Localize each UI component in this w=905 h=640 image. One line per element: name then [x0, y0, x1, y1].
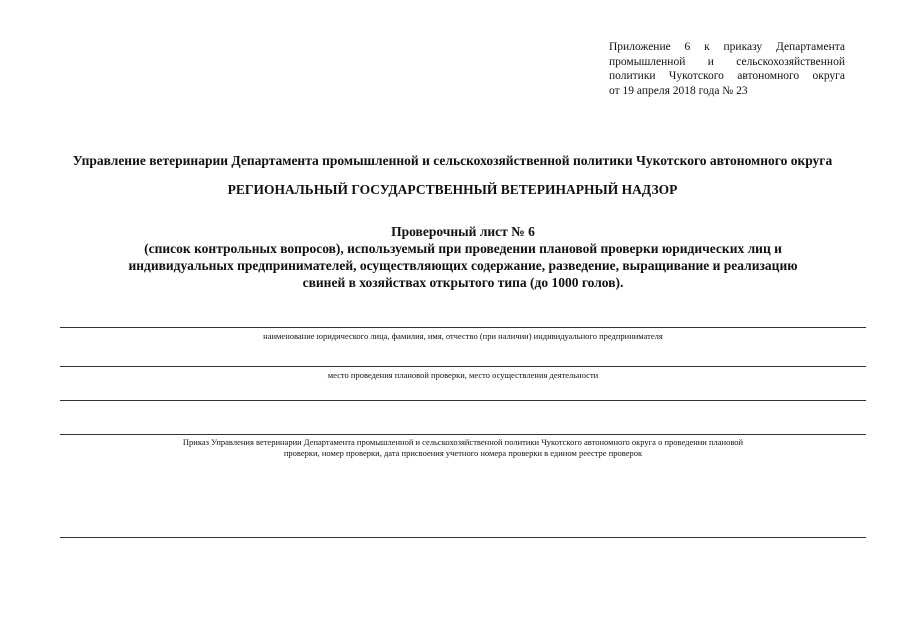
- appendix-line: политики Чукотского автономного округа: [609, 70, 845, 82]
- supervision-heading: РЕГИОНАЛЬНЫЙ ГОСУДАРСТВЕННЫЙ ВЕТЕРИНАРНЫЙ НАДЗОР: [227, 182, 678, 197]
- appendix-line: Приложение 6 к приказу Департамента: [609, 41, 845, 53]
- checklist-title: [60, 223, 866, 291]
- appendix-note: [609, 40, 845, 98]
- inspection-place-caption: место проведения плановой проверки, место осуществления деятельности: [327, 370, 599, 380]
- order-caption-line: проверки, номер проверки, дата присвоения учетного номера проверки в едином реестре проверок: [283, 448, 643, 458]
- title-line: (список контрольных вопросов), используемый при проведении плановой проверки юридических лиц и: [144, 241, 782, 256]
- bottom-line: [60, 537, 866, 538]
- blank-line: [60, 400, 866, 401]
- title-line: свиней в хозяйствах открытого типа (до 1000 голов).: [302, 275, 624, 290]
- order-line: [60, 434, 866, 435]
- title-line: Проверочный лист № 6: [391, 224, 535, 239]
- department-heading: Управление ветеринарии Департамента промышленной и сельскохозяйственной политики Чукотского автономного округа: [72, 153, 833, 168]
- appendix-line: от 19 апреля 2018 года № 23: [609, 84, 748, 97]
- order-caption-line: Приказ Управления ветеринарии Департамента промышленной и сельскохозяйственной политики Чукотского автономного округа о проведении плановой: [182, 437, 744, 447]
- title-line: индивидуальных предпринимателей, осуществляющих содержание, разведение, выращивание и реализацию: [128, 258, 798, 273]
- entity-name-caption: наименование юридического лица, фамилия, имя, отчество (при наличии) индивидуального предпринимателя: [263, 331, 663, 341]
- order-caption: [60, 437, 866, 459]
- appendix-line: промышленной и сельскохозяйственной: [609, 55, 845, 68]
- inspection-place-line: [60, 366, 866, 367]
- entity-name-line: [60, 327, 866, 328]
